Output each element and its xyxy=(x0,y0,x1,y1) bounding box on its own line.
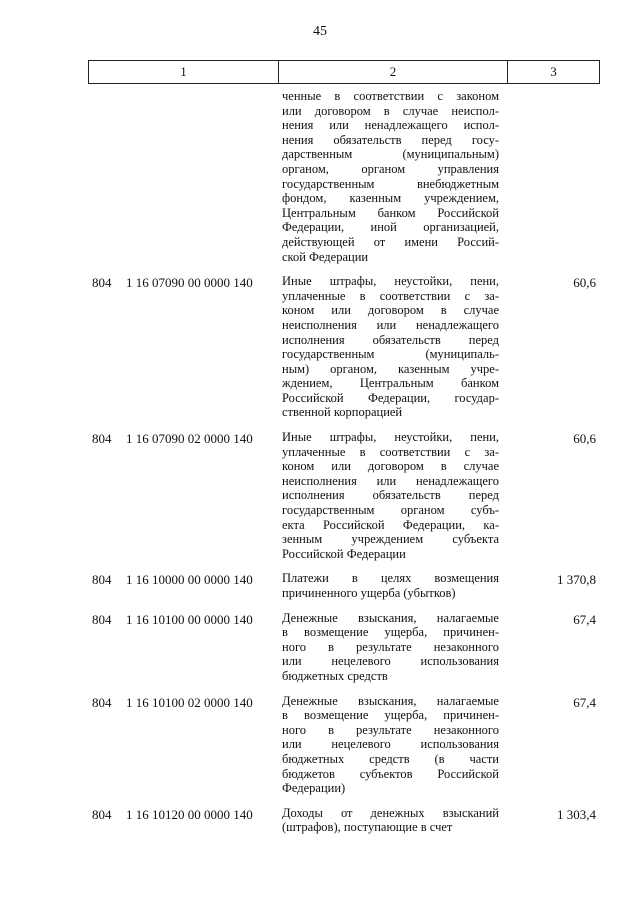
administrator-code: 804 xyxy=(92,694,112,710)
amount-cell: 60,6 xyxy=(573,275,596,291)
description-line: или нецелевого использования xyxy=(282,737,499,752)
description-line: коном или договором в случае xyxy=(282,459,499,474)
description-line: дарственным (муниципальным) xyxy=(282,147,499,162)
classification-code-cell xyxy=(88,806,278,823)
description-line: причиненного ущерба (убытков) xyxy=(282,586,456,600)
table-row xyxy=(88,274,600,420)
description-line: бюджетных средств xyxy=(282,668,388,683)
amount-cell: 67,4 xyxy=(573,694,596,710)
description-line: Иные штрафы, неустойки, пени, xyxy=(282,430,499,445)
table-body xyxy=(88,89,600,845)
classification-code-cell xyxy=(88,694,278,711)
table-row xyxy=(88,806,600,835)
income-description xyxy=(278,806,507,835)
administrator-code: 804 xyxy=(92,275,112,291)
description-line: исполнения обязательств перед xyxy=(282,488,499,503)
amount-cell: 67,4 xyxy=(573,611,596,627)
budget-classification-code: 1 16 10120 00 0000 140 xyxy=(126,806,253,822)
description-line: фондом, казенным учреждением, xyxy=(282,191,499,206)
description-line: ственной корпорацией xyxy=(282,405,403,420)
description-line: органом, органом управления xyxy=(282,161,499,176)
description-line: бюджетных средств (в части xyxy=(282,751,499,766)
description-line: бюджетов субъектов Российской xyxy=(282,766,499,781)
administrator-code: 804 xyxy=(92,611,112,627)
classification-code-cell xyxy=(88,274,278,291)
description-line: коном или договором в случае xyxy=(282,303,499,318)
header-column-1: 1 xyxy=(89,61,279,83)
income-description xyxy=(278,89,507,264)
description-line: ного в результате незаконного xyxy=(282,722,499,737)
description-line: Федерации) xyxy=(282,781,346,796)
description-line: исполнения обязательств перед xyxy=(282,332,499,347)
description-line: в возмещение ущерба, причинен- xyxy=(282,708,499,723)
income-description xyxy=(278,571,507,600)
description-line: неисполнения или ненадлежащего xyxy=(282,473,499,488)
description-line: уплаченные в соответствии с за- xyxy=(282,444,499,459)
description-line: нения или ненадлежащего испол- xyxy=(282,118,499,133)
description-line: ской Федерации xyxy=(282,249,369,264)
budget-classification-code: 1 16 10100 00 0000 140 xyxy=(126,611,253,627)
description-line: ным) органом, казенным учре- xyxy=(282,361,499,376)
header-column-2: 2 xyxy=(279,61,508,83)
budget-classification-code: 1 16 07090 00 0000 140 xyxy=(126,275,253,291)
description-line: государственным органом субъ- xyxy=(282,503,499,518)
description-line: в возмещение ущерба, причинен- xyxy=(282,625,499,640)
classification-code-cell xyxy=(88,571,278,588)
description-line: нения обязательств перед госу- xyxy=(282,132,499,147)
table-row xyxy=(88,571,600,600)
page-number: 45 xyxy=(313,24,327,39)
description-line: уплаченные в соответствии с за- xyxy=(282,288,499,303)
administrator-code: 804 xyxy=(92,431,112,447)
description-line: ждением, Центральным банком xyxy=(282,376,499,391)
description-line: Федерации, иной организацией, xyxy=(282,220,499,235)
table-row xyxy=(88,89,600,264)
budget-classification-code: 1 16 07090 02 0000 140 xyxy=(126,431,253,447)
table-row xyxy=(88,694,600,796)
description-line: Денежные взыскания, налагаемые xyxy=(282,693,499,708)
description-line: неисполнения или ненадлежащего xyxy=(282,317,499,332)
table-row xyxy=(88,611,600,684)
description-line: Иные штрафы, неустойки, пени, xyxy=(282,274,499,289)
administrator-code: 804 xyxy=(92,806,112,822)
description-line: государственным (муниципаль- xyxy=(282,347,499,362)
description-line: Российской Федерации xyxy=(282,546,406,561)
amount-cell: 1 370,8 xyxy=(557,572,596,588)
description-line: Центральным банком Российской xyxy=(282,205,499,220)
description-line: или договором в случае неиспол- xyxy=(282,103,499,118)
budget-classification-code: 1 16 10100 02 0000 140 xyxy=(126,694,253,710)
classification-code-cell xyxy=(88,430,278,447)
description-line: Денежные взыскания, налагаемые xyxy=(282,610,499,625)
budget-classification-code: 1 16 10000 00 0000 140 xyxy=(126,572,253,588)
income-description xyxy=(278,694,507,796)
description-line: зенным учреждением субъекта xyxy=(282,532,499,547)
income-description xyxy=(278,274,507,420)
income-description xyxy=(278,611,507,684)
description-line: действующей от имени Россий- xyxy=(282,234,499,249)
description-line: Российской Федерации, государ- xyxy=(282,390,499,405)
description-line: государственным внебюджетным xyxy=(282,176,499,191)
header-column-3: 3 xyxy=(550,64,557,79)
amount-cell xyxy=(507,89,600,90)
income-description xyxy=(278,430,507,561)
description-line: екта Российской Федерации, ка- xyxy=(282,517,499,532)
amount-cell: 60,6 xyxy=(573,431,596,447)
description-line: или нецелевого использования xyxy=(282,654,499,669)
description-line: ного в результате незаконного xyxy=(282,639,499,654)
classification-code-cell xyxy=(88,611,278,628)
description-line: ченные в соответствии с законом xyxy=(282,89,499,103)
description-line: (штрафов), поступающие в счет xyxy=(282,820,453,835)
table-header xyxy=(88,60,600,84)
table-row xyxy=(88,430,600,561)
amount-cell: 1 303,4 xyxy=(557,806,596,822)
classification-code-cell xyxy=(88,89,278,106)
administrator-code: 804 xyxy=(92,572,112,588)
description-line: Платежи в целях возмещения xyxy=(282,571,499,586)
description-line: Доходы от денежных взысканий xyxy=(282,805,499,820)
